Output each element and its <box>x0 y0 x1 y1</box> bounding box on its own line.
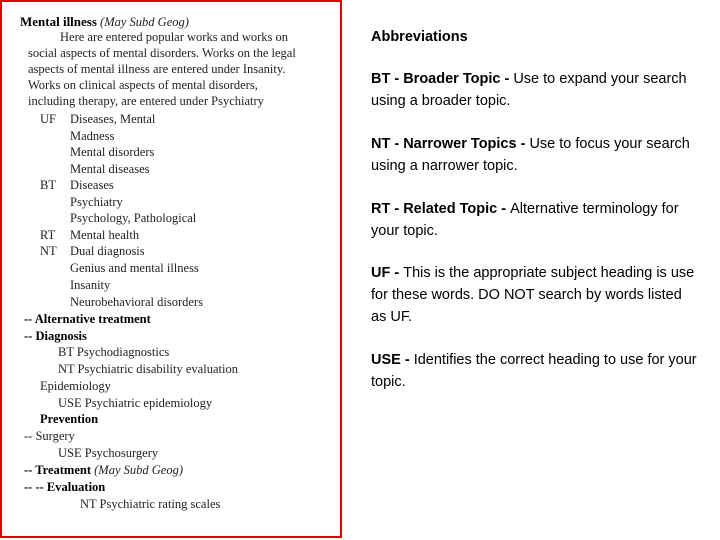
uf-term: Madness <box>70 129 115 143</box>
uf-term: Mental diseases <box>70 162 150 176</box>
abbreviation-description: This is the appropriate subject heading is use for these words. DO NOT search by words listed as UF. <box>371 265 695 325</box>
nt-label: NT <box>40 244 57 258</box>
bt-term: Psychology, Pathological <box>70 211 197 225</box>
rt-label: RT <box>40 228 56 242</box>
subdivision-heading: Prevention <box>40 412 99 426</box>
abbreviations-title: Abbreviations <box>371 29 468 45</box>
subdivision-heading: -- -- Evaluation <box>24 480 106 494</box>
subdivision-heading: -- Treatment <box>24 463 91 477</box>
abbreviation-description: Identifies the correct heading to use for your topic. <box>371 352 697 390</box>
subdivision-ref: NT Psychiatric disability evaluation <box>58 362 238 376</box>
subdivision-ref: USE Psychiatric epidemiology <box>58 396 213 410</box>
thesaurus-entry-image <box>0 0 342 538</box>
subdivision-ref: BT Psychodiagnostics <box>58 345 170 359</box>
nt-term: Insanity <box>70 278 111 292</box>
scope-note-line: including therapy, are entered under Psychiatry <box>28 94 264 108</box>
subdivision-heading-line <box>24 463 183 478</box>
abbreviation-entry-bt <box>371 68 701 112</box>
rt-term: Mental health <box>70 228 140 242</box>
subdivision-heading: -- Surgery <box>24 429 75 443</box>
abbreviation-description: Use to expand your search using a broader topic. <box>371 71 687 109</box>
nt-term: Dual diagnosis <box>70 244 145 258</box>
abbreviation-entry-uf <box>371 262 701 328</box>
subdivision-ref: NT Psychiatric rating scales <box>80 497 221 511</box>
subdivision-ref: USE Psychosurgery <box>58 446 159 460</box>
heading-qualifier: (May Subd Geog) <box>94 463 183 477</box>
abbreviation-term: NT - Narrower Topics - <box>371 136 530 152</box>
nt-term: Genius and mental illness <box>70 261 199 275</box>
bt-term: Psychiatry <box>70 195 123 209</box>
abbreviation-term: RT - Related Topic - <box>371 201 511 217</box>
abbreviation-description: Alternative terminology for your topic. <box>371 201 679 239</box>
scope-note-line: social aspects of mental disorders. Works on the legal <box>28 46 296 60</box>
subdivision-heading: -- Alternative treatment <box>24 312 151 326</box>
abbreviation-term: UF - <box>371 265 404 281</box>
main-heading: Mental illness <box>20 14 97 29</box>
bt-term: Diseases <box>70 178 114 192</box>
scope-note-line: Here are entered popular works and works on <box>60 30 289 44</box>
abbreviation-term: BT - Broader Topic - <box>371 71 514 87</box>
bt-label: BT <box>40 178 56 192</box>
scope-note-line: Works on clinical aspects of mental disorders, <box>28 78 258 92</box>
nt-term: Neurobehavioral disorders <box>70 295 203 309</box>
uf-label: UF <box>40 112 56 126</box>
subdivision-heading: Epidemiology <box>40 379 111 393</box>
uf-term: Diseases, Mental <box>70 112 156 126</box>
abbreviation-entry-rt <box>371 198 701 242</box>
abbreviation-term: USE - <box>371 352 414 368</box>
abbreviation-entry-nt <box>371 133 701 177</box>
heading-qualifier: (May Subd Geog) <box>100 15 189 29</box>
heading-line <box>20 14 189 30</box>
abbreviation-entry-use <box>371 349 701 393</box>
uf-term: Mental disorders <box>70 145 155 159</box>
scope-note-line: aspects of mental illness are entered under Insanity. <box>28 62 286 76</box>
subdivision-heading: -- Diagnosis <box>24 329 87 343</box>
abbreviation-description: Use to focus your search using a narrower topic. <box>371 136 690 174</box>
